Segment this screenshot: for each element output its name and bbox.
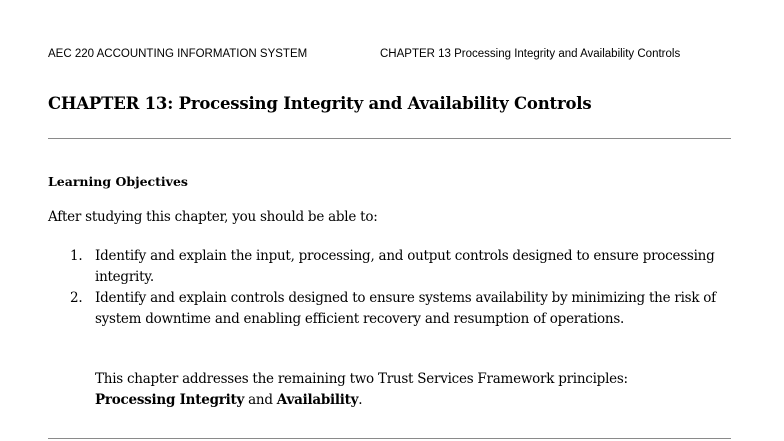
objectives-list	[70, 246, 736, 330]
summary-term-availability: Availability	[276, 392, 359, 408]
chapter-summary	[95, 369, 735, 411]
chapter-running-title: CHAPTER 13 Processing Integrity and Availability Controls	[380, 48, 681, 60]
objective-text: Identify and explain controls designed to ensure systems availability by minimizing the risk of system downtime and enabling efficient recovery and resumption of operations.	[95, 290, 716, 327]
objective-text: Identify and explain the input, processing, and output controls designed to ensure processing integrity.	[95, 248, 715, 285]
summary-term-processing-integrity: Processing Integrity	[95, 392, 245, 408]
summary-lead: This chapter addresses the remaining two Trust Services Framework principles:	[95, 371, 628, 387]
learning-objectives-heading: Learning Objectives	[48, 174, 188, 189]
objectives-intro: After studying this chapter, you should be able to:	[48, 209, 378, 225]
title-divider	[48, 138, 731, 139]
summary-end: .	[358, 392, 363, 408]
page-title: CHAPTER 13: Processing Integrity and Availability Controls	[48, 94, 592, 113]
course-title: AEC 220 ACCOUNTING INFORMATION SYSTEM	[48, 48, 308, 60]
objective-item	[70, 246, 736, 288]
objective-item	[70, 288, 736, 330]
objective-number: 1.	[70, 248, 83, 264]
objective-number: 2.	[70, 290, 83, 306]
bottom-divider	[48, 438, 731, 439]
summary-conjunction: and	[244, 392, 277, 408]
